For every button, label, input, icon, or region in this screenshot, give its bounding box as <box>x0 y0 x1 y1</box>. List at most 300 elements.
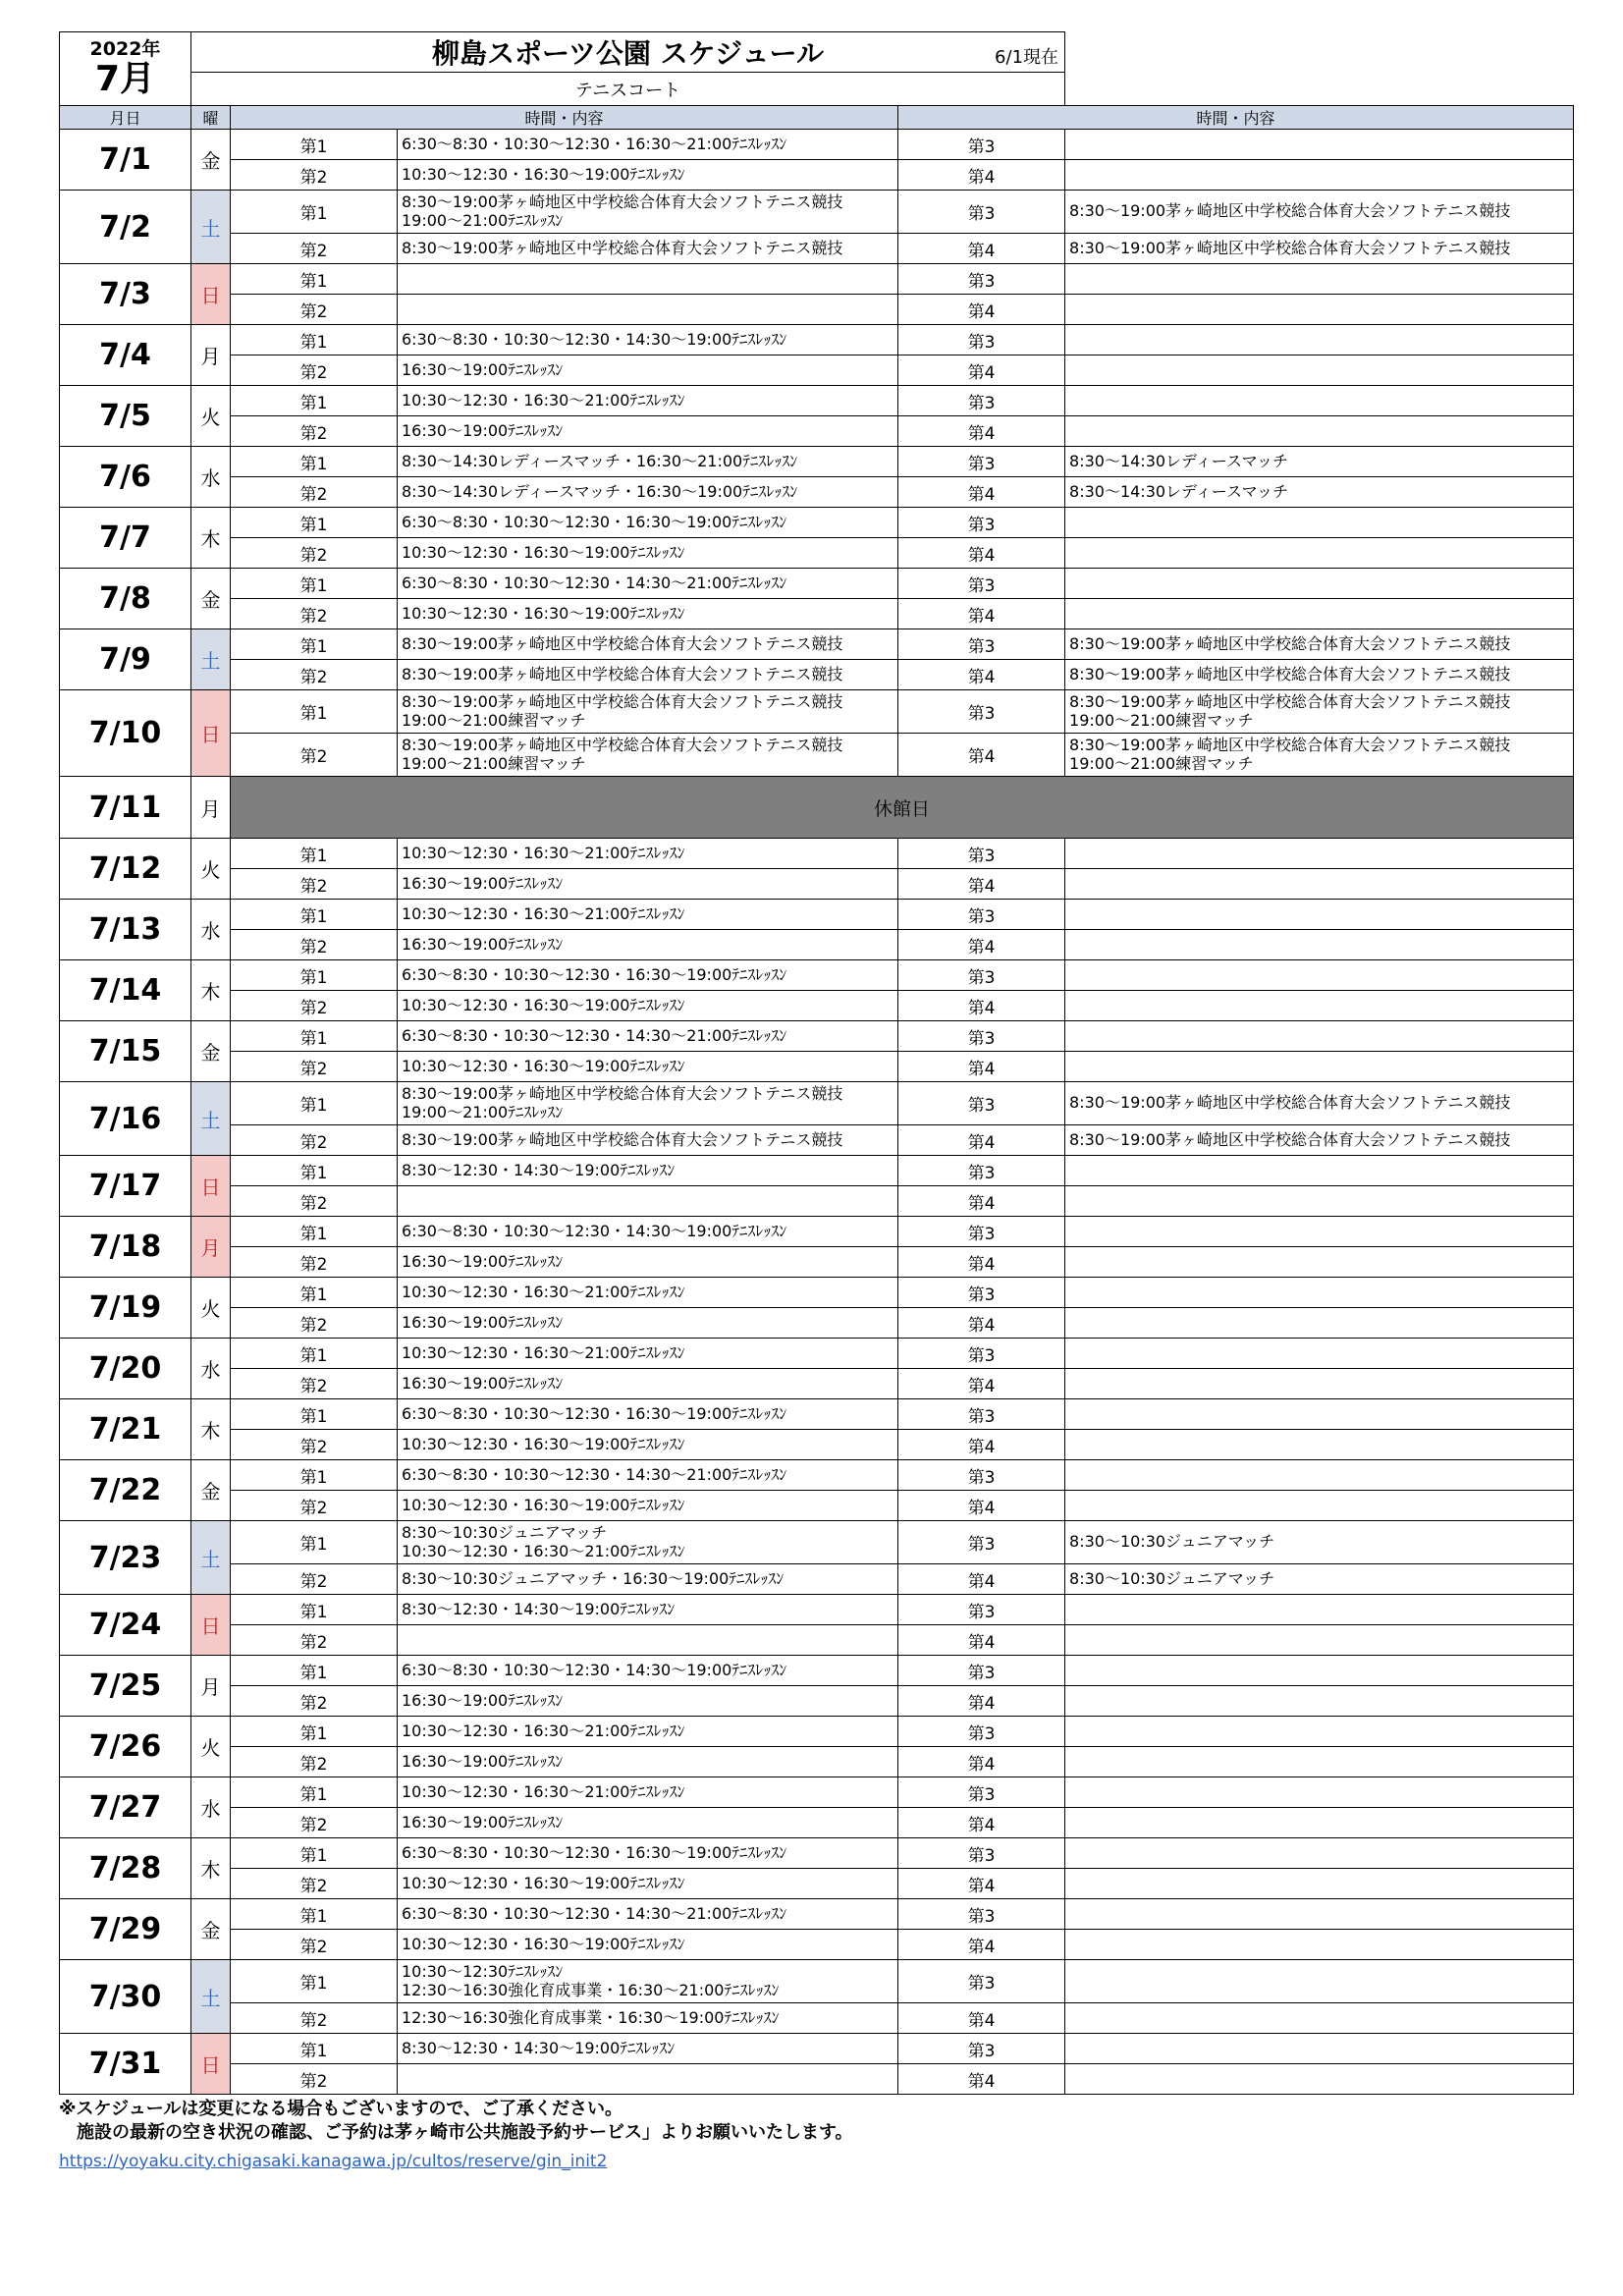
day-row <box>60 1777 1574 1808</box>
reservation-link[interactable]: https://yoyaku.city.chigasaki.kanagawa.jp/cultos/reserve/gin_init2 <box>59 2151 608 2171</box>
court-3-schedule <box>1065 1899 1574 1930</box>
court-4-schedule: 8:30～19:00茅ヶ崎地区中学校総合体育大会ソフトテニス競技 <box>1065 1125 1574 1156</box>
court-4-schedule <box>1065 538 1574 569</box>
court-2-schedule: 16:30～19:00ﾃﾆｽﾚｯｽﾝ <box>398 1369 898 1399</box>
court-2-schedule: 16:30～19:00ﾃﾆｽﾚｯｽﾝ <box>398 1686 898 1717</box>
court-1-label: 第1 <box>231 2034 398 2064</box>
court-4-label: 第4 <box>898 2003 1065 2034</box>
note-line-2: 施設の最新の空き状況の確認、ご予約は茅ヶ崎市公共施設予約サービス」よりお願いいたします。 <box>59 2122 853 2144</box>
court-3-label: 第3 <box>898 1899 1065 1930</box>
court-1-schedule: 10:30～12:30・16:30～21:00ﾃﾆｽﾚｯｽﾝ <box>398 900 898 930</box>
page-title: 柳島スポーツ公園 スケジュール <box>432 37 824 70</box>
day-date: 7/22 <box>60 1460 191 1521</box>
court-2-schedule: 10:30～12:30・16:30～19:00ﾃﾆｽﾚｯｽﾝ <box>398 1869 898 1899</box>
day-date: 7/26 <box>60 1717 191 1777</box>
court-4-label: 第4 <box>898 991 1065 1021</box>
day-of-week: 日 <box>191 264 231 325</box>
court-4-schedule <box>1065 2064 1574 2095</box>
court-1-schedule <box>398 264 898 295</box>
court-1-schedule: 10:30～12:30・16:30～21:00ﾃﾆｽﾚｯｽﾝ <box>398 839 898 869</box>
court-4-schedule <box>1065 1747 1574 1777</box>
court-4-label: 第4 <box>898 234 1065 264</box>
court-3-label: 第3 <box>898 508 1065 538</box>
court-4-label: 第4 <box>898 477 1065 508</box>
court-4-schedule: 8:30～19:00茅ヶ崎地区中学校総合体育大会ソフトテニス競技 19:00～21:00練習マッチ <box>1065 734 1574 777</box>
court-1-schedule: 8:30～19:00茅ヶ崎地区中学校総合体育大会ソフトテニス競技 19:00～21:00ﾃﾆｽﾚｯｽﾝ <box>398 1082 898 1125</box>
court-4-label: 第4 <box>898 1186 1065 1217</box>
day-row-second <box>60 2064 1574 2095</box>
day-row <box>60 1021 1574 1052</box>
court-2-schedule: 16:30～19:00ﾃﾆｽﾚｯｽﾝ <box>398 869 898 900</box>
court-3-schedule <box>1065 960 1574 991</box>
court-4-schedule <box>1065 1430 1574 1460</box>
month-header <box>60 32 191 106</box>
court-4-schedule <box>1065 160 1574 191</box>
day-row <box>60 130 1574 160</box>
day-row <box>60 1521 1574 1564</box>
court-1-label: 第1 <box>231 1217 398 1247</box>
day-date: 7/21 <box>60 1399 191 1460</box>
court-2-schedule: 8:30～10:30ジュニアマッチ・16:30～19:00ﾃﾆｽﾚｯｽﾝ <box>398 1564 898 1595</box>
court-3-schedule <box>1065 1777 1574 1808</box>
court-3-label: 第3 <box>898 1717 1065 1747</box>
court-4-schedule <box>1065 295 1574 325</box>
court-2-schedule: 10:30～12:30・16:30～19:00ﾃﾆｽﾚｯｽﾝ <box>398 1430 898 1460</box>
col-content-right: 時間・内容 <box>898 106 1574 130</box>
court-3-schedule <box>1065 1595 1574 1625</box>
day-of-week: 木 <box>191 508 231 569</box>
court-3-schedule <box>1065 1717 1574 1747</box>
court-2-schedule: 16:30～19:00ﾃﾆｽﾚｯｽﾝ <box>398 1747 898 1777</box>
court-2-label: 第2 <box>231 1247 398 1278</box>
court-3-schedule <box>1065 1156 1574 1186</box>
court-4-schedule <box>1065 2003 1574 2034</box>
court-3-schedule <box>1065 900 1574 930</box>
day-date: 7/23 <box>60 1521 191 1595</box>
court-2-label: 第2 <box>231 599 398 629</box>
court-3-label: 第3 <box>898 130 1065 160</box>
day-date: 7/10 <box>60 690 191 777</box>
court-1-label: 第1 <box>231 325 398 355</box>
court-2-schedule: 8:30～19:00茅ヶ崎地区中学校総合体育大会ソフトテニス競技 <box>398 1125 898 1156</box>
court-1-label: 第1 <box>231 1399 398 1430</box>
court-4-schedule <box>1065 416 1574 447</box>
court-1-schedule: 10:30～12:30・16:30～21:00ﾃﾆｽﾚｯｽﾝ <box>398 1717 898 1747</box>
court-2-schedule: 10:30～12:30・16:30～19:00ﾃﾆｽﾚｯｽﾝ <box>398 599 898 629</box>
court-1-label: 第1 <box>231 1656 398 1686</box>
day-row <box>60 1217 1574 1247</box>
court-3-label: 第3 <box>898 900 1065 930</box>
day-of-week: 金 <box>191 1899 231 1960</box>
court-3-schedule <box>1065 508 1574 538</box>
court-1-label: 第1 <box>231 1899 398 1930</box>
day-date: 7/29 <box>60 1899 191 1960</box>
month-label: 7月 <box>94 58 156 99</box>
day-of-week: 月 <box>191 1217 231 1278</box>
court-4-schedule: 8:30～10:30ジュニアマッチ <box>1065 1564 1574 1595</box>
day-row-second <box>60 1930 1574 1960</box>
court-3-label: 第3 <box>898 629 1065 660</box>
day-row <box>60 690 1574 734</box>
court-3-label: 第3 <box>898 1082 1065 1125</box>
day-date: 7/30 <box>60 1960 191 2034</box>
court-2-schedule: 8:30～19:00茅ヶ崎地区中学校総合体育大会ソフトテニス競技 <box>398 660 898 690</box>
day-row-second <box>60 1369 1574 1399</box>
day-of-week: 水 <box>191 900 231 960</box>
day-of-week: 月 <box>191 777 231 839</box>
court-4-schedule <box>1065 930 1574 960</box>
court-1-schedule: 10:30～12:30・16:30～21:00ﾃﾆｽﾚｯｽﾝ <box>398 1777 898 1808</box>
day-row <box>60 1082 1574 1125</box>
court-3-schedule <box>1065 1278 1574 1308</box>
day-row-second <box>60 1186 1574 1217</box>
col-content-left: 時間・内容 <box>231 106 898 130</box>
court-2-schedule: 16:30～19:00ﾃﾆｽﾚｯｽﾝ <box>398 355 898 386</box>
court-2-schedule <box>398 1186 898 1217</box>
court-3-schedule <box>1065 1399 1574 1430</box>
court-2-label: 第2 <box>231 1369 398 1399</box>
court-3-label: 第3 <box>898 325 1065 355</box>
court-2-schedule: 8:30～19:00茅ヶ崎地区中学校総合体育大会ソフトテニス競技 19:00～21:00練習マッチ <box>398 734 898 777</box>
court-2-label: 第2 <box>231 295 398 325</box>
court-4-schedule <box>1065 1491 1574 1521</box>
day-date: 7/1 <box>60 130 191 191</box>
court-1-label: 第1 <box>231 447 398 477</box>
day-row <box>60 1656 1574 1686</box>
day-date: 7/28 <box>60 1838 191 1899</box>
court-4-label: 第4 <box>898 930 1065 960</box>
day-of-week: 日 <box>191 1595 231 1656</box>
court-1-schedule: 6:30～8:30・10:30～12:30・14:30～21:00ﾃﾆｽﾚｯｽﾝ <box>398 569 898 599</box>
day-date: 7/24 <box>60 1595 191 1656</box>
court-1-label: 第1 <box>231 1021 398 1052</box>
court-4-label: 第4 <box>898 416 1065 447</box>
day-date: 7/2 <box>60 191 191 264</box>
court-2-label: 第2 <box>231 234 398 264</box>
court-1-schedule: 8:30～10:30ジュニアマッチ 10:30～12:30・16:30～21:00ﾃﾆｽﾚｯｽﾝ <box>398 1521 898 1564</box>
court-3-label: 第3 <box>898 1399 1065 1430</box>
court-4-schedule: 8:30～19:00茅ヶ崎地区中学校総合体育大会ソフトテニス競技 <box>1065 660 1574 690</box>
court-1-schedule: 8:30～14:30レディースマッチ・16:30～21:00ﾃﾆｽﾚｯｽﾝ <box>398 447 898 477</box>
court-4-label: 第4 <box>898 1686 1065 1717</box>
court-3-label: 第3 <box>898 839 1065 869</box>
court-2-label: 第2 <box>231 660 398 690</box>
day-row <box>60 508 1574 538</box>
court-4-label: 第4 <box>898 1247 1065 1278</box>
court-1-schedule: 6:30～8:30・10:30～12:30・16:30～19:00ﾃﾆｽﾚｯｽﾝ <box>398 960 898 991</box>
court-4-label: 第4 <box>898 660 1065 690</box>
court-2-label: 第2 <box>231 1869 398 1899</box>
court-2-label: 第2 <box>231 1186 398 1217</box>
court-2-schedule: 10:30～12:30・16:30～19:00ﾃﾆｽﾚｯｽﾝ <box>398 538 898 569</box>
court-1-label: 第1 <box>231 1278 398 1308</box>
day-row-second <box>60 1247 1574 1278</box>
day-date: 7/14 <box>60 960 191 1021</box>
court-1-schedule: 6:30～8:30・10:30～12:30・14:30～21:00ﾃﾆｽﾚｯｽﾝ <box>398 1021 898 1052</box>
day-of-week: 金 <box>191 1460 231 1521</box>
court-3-label: 第3 <box>898 1777 1065 1808</box>
court-4-label: 第4 <box>898 1369 1065 1399</box>
court-4-schedule <box>1065 1930 1574 1960</box>
court-3-label: 第3 <box>898 447 1065 477</box>
court-4-schedule <box>1065 355 1574 386</box>
day-date: 7/8 <box>60 569 191 629</box>
court-4-label: 第4 <box>898 1430 1065 1460</box>
court-4-schedule <box>1065 1625 1574 1656</box>
court-2-schedule <box>398 2064 898 2095</box>
day-row <box>60 1278 1574 1308</box>
day-date: 7/15 <box>60 1021 191 1082</box>
court-2-label: 第2 <box>231 1491 398 1521</box>
court-2-label: 第2 <box>231 1308 398 1339</box>
court-3-schedule: 8:30～19:00茅ヶ崎地区中学校総合体育大会ソフトテニス競技 <box>1065 629 1574 660</box>
court-4-schedule <box>1065 869 1574 900</box>
court-2-label: 第2 <box>231 1125 398 1156</box>
day-row-second <box>60 2003 1574 2034</box>
day-date: 7/31 <box>60 2034 191 2095</box>
day-row-second <box>60 234 1574 264</box>
day-row-second <box>60 477 1574 508</box>
court-2-schedule: 16:30～19:00ﾃﾆｽﾚｯｽﾝ <box>398 1247 898 1278</box>
day-row <box>60 569 1574 599</box>
court-3-label: 第3 <box>898 1156 1065 1186</box>
court-1-schedule: 6:30～8:30・10:30～12:30・16:30～21:00ﾃﾆｽﾚｯｽﾝ <box>398 130 898 160</box>
court-1-label: 第1 <box>231 130 398 160</box>
day-date: 7/17 <box>60 1156 191 1217</box>
court-4-schedule <box>1065 1308 1574 1339</box>
court-2-label: 第2 <box>231 869 398 900</box>
court-2-label: 第2 <box>231 1564 398 1595</box>
day-date: 7/11 <box>60 777 191 839</box>
day-of-week: 金 <box>191 1021 231 1082</box>
day-row-second <box>60 660 1574 690</box>
day-of-week: 木 <box>191 1399 231 1460</box>
court-2-schedule: 16:30～19:00ﾃﾆｽﾚｯｽﾝ <box>398 416 898 447</box>
court-4-label: 第4 <box>898 1869 1065 1899</box>
day-row-second <box>60 1430 1574 1460</box>
court-2-label: 第2 <box>231 2064 398 2095</box>
court-2-schedule: 10:30～12:30・16:30～19:00ﾃﾆｽﾚｯｽﾝ <box>398 991 898 1021</box>
day-of-week: 木 <box>191 960 231 1021</box>
day-row-second <box>60 1052 1574 1082</box>
court-4-schedule <box>1065 1052 1574 1082</box>
court-4-label: 第4 <box>898 355 1065 386</box>
court-2-label: 第2 <box>231 2003 398 2034</box>
day-row <box>60 1960 1574 2003</box>
day-row-second <box>60 295 1574 325</box>
day-row-second <box>60 1686 1574 1717</box>
court-3-label: 第3 <box>898 1595 1065 1625</box>
court-1-schedule: 6:30～8:30・10:30～12:30・16:30～19:00ﾃﾆｽﾚｯｽﾝ <box>398 1399 898 1430</box>
court-1-label: 第1 <box>231 386 398 416</box>
court-3-label: 第3 <box>898 1278 1065 1308</box>
day-row-second <box>60 1625 1574 1656</box>
day-row-second <box>60 1564 1574 1595</box>
day-of-week: 木 <box>191 1838 231 1899</box>
day-date: 7/9 <box>60 629 191 690</box>
court-4-label: 第4 <box>898 2064 1065 2095</box>
day-row <box>60 325 1574 355</box>
day-row <box>60 1899 1574 1930</box>
court-1-label: 第1 <box>231 569 398 599</box>
day-of-week: 水 <box>191 1777 231 1838</box>
court-2-label: 第2 <box>231 538 398 569</box>
court-4-label: 第4 <box>898 1125 1065 1156</box>
court-2-label: 第2 <box>231 1930 398 1960</box>
day-row <box>60 191 1574 234</box>
day-row-second <box>60 930 1574 960</box>
court-1-schedule: 10:30～12:30・16:30～21:00ﾃﾆｽﾚｯｽﾝ <box>398 386 898 416</box>
court-1-schedule: 10:30～12:30・16:30～21:00ﾃﾆｽﾚｯｽﾝ <box>398 1278 898 1308</box>
day-of-week: 土 <box>191 1521 231 1595</box>
court-3-label: 第3 <box>898 1339 1065 1369</box>
court-1-schedule: 6:30～8:30・10:30～12:30・14:30～19:00ﾃﾆｽﾚｯｽﾝ <box>398 325 898 355</box>
court-3-label: 第3 <box>898 1838 1065 1869</box>
court-3-schedule <box>1065 1838 1574 1869</box>
court-1-schedule: 6:30～8:30・10:30～12:30・14:30～21:00ﾃﾆｽﾚｯｽﾝ <box>398 1460 898 1491</box>
court-1-label: 第1 <box>231 1960 398 2003</box>
day-row-second <box>60 355 1574 386</box>
court-4-label: 第4 <box>898 1930 1065 1960</box>
court-2-schedule: 10:30～12:30・16:30～19:00ﾃﾆｽﾚｯｽﾝ <box>398 160 898 191</box>
day-row <box>60 447 1574 477</box>
day-row <box>60 960 1574 991</box>
day-date: 7/19 <box>60 1278 191 1339</box>
court-3-label: 第3 <box>898 690 1065 734</box>
day-row <box>60 629 1574 660</box>
court-3-schedule <box>1065 386 1574 416</box>
court-3-schedule <box>1065 1960 1574 2003</box>
day-date: 7/18 <box>60 1217 191 1278</box>
court-4-schedule <box>1065 1808 1574 1838</box>
schedule-table <box>59 31 1574 2095</box>
day-row-second <box>60 160 1574 191</box>
day-row <box>60 1399 1574 1430</box>
court-3-label: 第3 <box>898 2034 1065 2064</box>
day-of-week: 日 <box>191 2034 231 2095</box>
day-date: 7/13 <box>60 900 191 960</box>
court-2-label: 第2 <box>231 355 398 386</box>
day-of-week: 火 <box>191 1717 231 1777</box>
day-of-week: 水 <box>191 1339 231 1399</box>
day-date: 7/25 <box>60 1656 191 1717</box>
court-3-label: 第3 <box>898 386 1065 416</box>
closed-day-cell: 休館日 <box>231 777 1574 839</box>
court-1-schedule: 6:30～8:30・10:30～12:30・16:30～19:00ﾃﾆｽﾚｯｽﾝ <box>398 1838 898 1869</box>
court-1-schedule: 8:30～12:30・14:30～19:00ﾃﾆｽﾚｯｽﾝ <box>398 2034 898 2064</box>
court-3-label: 第3 <box>898 569 1065 599</box>
court-3-schedule: 8:30～19:00茅ヶ崎地区中学校総合体育大会ソフトテニス競技 19:00～21:00練習マッチ <box>1065 690 1574 734</box>
court-3-schedule: 8:30～10:30ジュニアマッチ <box>1065 1521 1574 1564</box>
column-headers <box>60 106 1574 130</box>
court-4-schedule: 8:30～14:30レディースマッチ <box>1065 477 1574 508</box>
court-1-label: 第1 <box>231 839 398 869</box>
court-3-schedule <box>1065 325 1574 355</box>
court-1-label: 第1 <box>231 191 398 234</box>
day-of-week: 土 <box>191 629 231 690</box>
court-1-schedule: 6:30～8:30・10:30～12:30・14:30～21:00ﾃﾆｽﾚｯｽﾝ <box>398 1899 898 1930</box>
court-2-label: 第2 <box>231 1808 398 1838</box>
court-3-label: 第3 <box>898 1521 1065 1564</box>
court-1-schedule: 10:30～12:30ﾃﾆｽﾚｯｽﾝ 12:30～16:30強化育成事業・16:30～21:00ﾃﾆｽﾚｯｽﾝ <box>398 1960 898 2003</box>
court-4-schedule <box>1065 1369 1574 1399</box>
court-4-label: 第4 <box>898 1308 1065 1339</box>
day-row-second <box>60 416 1574 447</box>
court-1-label: 第1 <box>231 629 398 660</box>
court-1-label: 第1 <box>231 1521 398 1564</box>
court-3-schedule: 8:30～19:00茅ヶ崎地区中学校総合体育大会ソフトテニス競技 <box>1065 1082 1574 1125</box>
court-2-schedule: 10:30～12:30・16:30～19:00ﾃﾆｽﾚｯｽﾝ <box>398 1052 898 1082</box>
day-row <box>60 1838 1574 1869</box>
facility-name: テニスコート <box>191 73 1065 106</box>
court-1-label: 第1 <box>231 690 398 734</box>
day-date: 7/27 <box>60 1777 191 1838</box>
day-row <box>60 1595 1574 1625</box>
schedule-sheet <box>59 31 1573 2171</box>
day-row <box>60 1156 1574 1186</box>
court-1-label: 第1 <box>231 1838 398 1869</box>
court-1-label: 第1 <box>231 1595 398 1625</box>
court-2-schedule: 8:30～14:30レディースマッチ・16:30～19:00ﾃﾆｽﾚｯｽﾝ <box>398 477 898 508</box>
court-4-label: 第4 <box>898 734 1065 777</box>
court-3-label: 第3 <box>898 1960 1065 2003</box>
court-2-label: 第2 <box>231 991 398 1021</box>
court-4-label: 第4 <box>898 1491 1065 1521</box>
court-2-label: 第2 <box>231 160 398 191</box>
court-2-label: 第2 <box>231 1430 398 1460</box>
day-row-second <box>60 991 1574 1021</box>
court-3-label: 第3 <box>898 191 1065 234</box>
court-2-label: 第2 <box>231 477 398 508</box>
day-of-week: 月 <box>191 325 231 386</box>
day-row <box>60 264 1574 295</box>
day-row-second <box>60 1869 1574 1899</box>
day-row <box>60 839 1574 869</box>
court-1-label: 第1 <box>231 264 398 295</box>
day-row <box>60 900 1574 930</box>
court-4-label: 第4 <box>898 1564 1065 1595</box>
court-2-label: 第2 <box>231 1052 398 1082</box>
day-date: 7/4 <box>60 325 191 386</box>
day-of-week: 月 <box>191 1656 231 1717</box>
court-3-schedule <box>1065 1460 1574 1491</box>
day-row <box>60 1717 1574 1747</box>
court-2-label: 第2 <box>231 1747 398 1777</box>
day-row-second <box>60 1491 1574 1521</box>
court-1-schedule: 10:30～12:30・16:30～21:00ﾃﾆｽﾚｯｽﾝ <box>398 1339 898 1369</box>
court-3-schedule <box>1065 839 1574 869</box>
day-of-week: 土 <box>191 191 231 264</box>
court-2-label: 第2 <box>231 734 398 777</box>
court-3-schedule <box>1065 1339 1574 1369</box>
court-1-schedule: 8:30～19:00茅ヶ崎地区中学校総合体育大会ソフトテニス競技 19:00～21:00練習マッチ <box>398 690 898 734</box>
court-2-label: 第2 <box>231 1686 398 1717</box>
court-4-label: 第4 <box>898 869 1065 900</box>
day-row-second <box>60 599 1574 629</box>
court-1-schedule: 6:30～8:30・10:30～12:30・16:30～19:00ﾃﾆｽﾚｯｽﾝ <box>398 508 898 538</box>
court-1-label: 第1 <box>231 1777 398 1808</box>
court-1-label: 第1 <box>231 1156 398 1186</box>
court-4-label: 第4 <box>898 1052 1065 1082</box>
day-row <box>60 777 1574 839</box>
day-date: 7/20 <box>60 1339 191 1399</box>
day-row <box>60 386 1574 416</box>
court-2-schedule <box>398 295 898 325</box>
day-of-week: 土 <box>191 1960 231 2034</box>
court-3-label: 第3 <box>898 1217 1065 1247</box>
court-3-schedule <box>1065 264 1574 295</box>
day-row <box>60 2034 1574 2064</box>
